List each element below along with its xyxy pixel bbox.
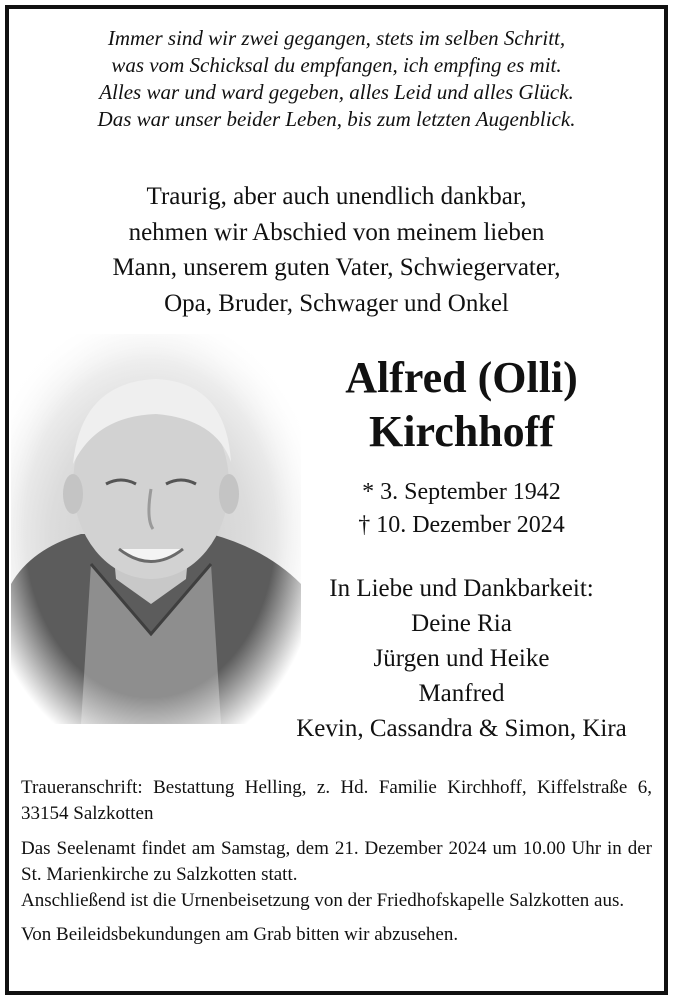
intro-line: nehmen wir Abschied von meinem lieben (128, 218, 545, 246)
birth-date: * 3. September 1942 (362, 479, 561, 505)
name-first-line: Alfred (Olli) (345, 353, 578, 402)
funeral-information (21, 775, 652, 948)
poem-line: was vom Schicksal du empfangen, ich empfing es mit. (111, 53, 562, 77)
mourners-heading: In Liebe und Dankbarkeit: (329, 575, 594, 602)
death-date: † 10. Dezember 2024 (358, 512, 565, 538)
intro-line: Mann, unserem guten Vater, Schwiegervater, (112, 254, 561, 281)
intro-line: Opa, Bruder, Schwager und Onkel (164, 289, 509, 317)
portrait-illustration (11, 334, 301, 724)
farewell-intro (9, 179, 664, 321)
portrait-photo (11, 334, 301, 724)
obituary-notice (5, 5, 668, 995)
mourner-entry: Jürgen und Heike (373, 645, 550, 672)
mourner-entry: Manfred (418, 680, 505, 707)
urn-burial-notice: Anschließend ist die Urnenbeisetzung von der Friedhofskapelle Salzkotten aus. (21, 890, 625, 911)
name-surname: Kirchhoff (369, 407, 554, 456)
poem-line: Immer sind wir zwei gegangen, stets im selben Schritt, (107, 26, 566, 50)
mourners-list (259, 571, 664, 746)
memorial-mass-notice: Das Seelenamt findet am Samstag, dem 21. Dezember 2024 um 10.00 Uhr in der St. Marienkirche zu Salzkotten statt. (21, 838, 652, 885)
poem-line: Das war unser beider Leben, bis zum letzten Augenblick. (97, 107, 576, 131)
mourning-address: Traueranschrift: Bestattung Helling, z. Hd. Familie Kirchhoff, Kiffelstraße 6, 33154 Salzkotten (21, 777, 652, 824)
memorial-poem (9, 25, 664, 133)
mourner-entry: Kevin, Cassandra & Simon, Kira (296, 715, 627, 742)
life-dates (259, 476, 664, 542)
intro-line: Traurig, aber auch unendlich dankbar, (146, 183, 527, 210)
deceased-name (259, 351, 664, 459)
mourner-entry: Deine Ria (411, 610, 512, 637)
poem-line: Alles war und ward gegeben, alles Leid und alles Glück. (99, 80, 574, 104)
condolence-request: Von Beileidsbekundungen am Grab bitten wir abzusehen. (21, 924, 459, 945)
